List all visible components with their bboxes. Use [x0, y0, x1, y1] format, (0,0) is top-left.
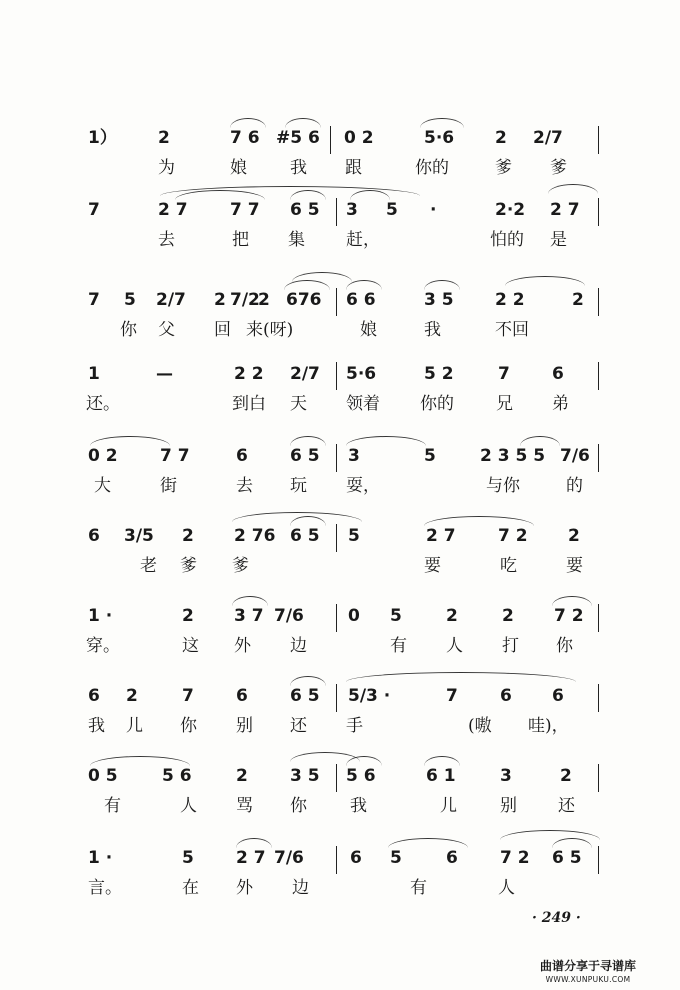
lyric: 赶， [346, 230, 380, 250]
lyric: 我 [290, 158, 307, 178]
lyric: 你的 [420, 394, 454, 414]
bar-line [336, 524, 337, 552]
site-name: 曲谱分享于寻谱库 [540, 959, 637, 973]
note: 2 [214, 290, 226, 310]
note: 1 · [88, 848, 113, 868]
bar-line [598, 198, 599, 226]
lyric: 的 [566, 476, 583, 496]
lyric: 言。 [88, 878, 122, 898]
lyric: 要 [424, 556, 441, 576]
note: 2 7 [236, 848, 266, 868]
bar-line [598, 126, 599, 154]
note: 5 [386, 200, 398, 220]
lyric: 哇)， [528, 716, 569, 736]
note: 7 7 [160, 446, 190, 466]
note: 5 [182, 848, 194, 868]
note: 2 [258, 290, 270, 310]
lyric: 儿 [126, 716, 143, 736]
lyric: 父 [158, 320, 175, 340]
note: 7 [182, 686, 194, 706]
note: 7 [446, 686, 458, 706]
lyric: 兄 [496, 394, 513, 414]
note: 0 2 [344, 128, 374, 148]
lyric: 有 [410, 878, 427, 898]
slur [230, 118, 266, 128]
slur [346, 280, 382, 290]
note: 5 [424, 446, 436, 466]
note: 6 [350, 848, 362, 868]
lyric: 为 [158, 158, 175, 178]
bar-line [336, 846, 337, 874]
bar-line [336, 288, 337, 316]
bar-line [598, 288, 599, 316]
note: 7/6 [274, 848, 304, 868]
note: 676 [286, 290, 322, 310]
lyric: 边 [292, 878, 309, 898]
note: 7/6 [274, 606, 304, 626]
bar-line [336, 604, 337, 632]
lyric: 去 [236, 476, 253, 496]
bar-line [598, 764, 599, 792]
lyric: 跟 [345, 158, 362, 178]
note: 2 [158, 128, 170, 148]
lyric: 爹 [180, 556, 197, 576]
note: 3 [346, 200, 358, 220]
note: 7 2 [498, 526, 528, 546]
lyric: 我 [424, 320, 441, 340]
lyric: 大 [94, 476, 111, 496]
note: 6 [236, 686, 248, 706]
note: 7 [498, 364, 510, 384]
note: 0 5 [88, 766, 118, 786]
lyric: 与你 [486, 476, 520, 496]
note: 6 5 [290, 686, 320, 706]
note: 0 [348, 606, 360, 626]
note: 2 7 [550, 200, 580, 220]
note: 2 [560, 766, 572, 786]
lyric: 娘 [230, 158, 247, 178]
lyric: 这 [182, 636, 199, 656]
note: 6 [236, 446, 248, 466]
note: 2 [572, 290, 584, 310]
lyric: 集 [288, 230, 305, 250]
lyric: (嗷 [468, 716, 492, 736]
note: 2 [502, 606, 514, 626]
slur [285, 118, 321, 128]
lyric: 怕的 [490, 230, 524, 250]
lyric: 还。 [86, 394, 120, 414]
lyric: 你 [290, 796, 307, 816]
note: 3 5 [290, 766, 320, 786]
note: 7 2 [500, 848, 530, 868]
note: 3 [348, 446, 360, 466]
lyric: 来(呀) [246, 320, 294, 340]
note: 2/7 [290, 364, 320, 384]
note: 6 5 [290, 446, 320, 466]
note: 5·6 [424, 128, 455, 148]
lyric: 去 [158, 230, 175, 250]
note: 2 2 [495, 290, 525, 310]
note: 6 [88, 526, 100, 546]
note: 3 5 [424, 290, 454, 310]
note: 2 7 [158, 200, 188, 220]
note: 2 [568, 526, 580, 546]
note: 2 2 [234, 364, 264, 384]
note: 7 [88, 290, 100, 310]
note: 3 7 [234, 606, 264, 626]
note: 3 [500, 766, 512, 786]
bar-line [598, 684, 599, 712]
lyric: 领着 [346, 394, 380, 414]
lyric: 把 [232, 230, 249, 250]
slur [420, 118, 464, 128]
lyric: 爹 [550, 158, 567, 178]
note: 5 [390, 848, 402, 868]
bar-line [336, 444, 337, 472]
lyric: 人 [446, 636, 463, 656]
lyric: 还 [290, 716, 307, 736]
note: 0 2 [88, 446, 118, 466]
lyric: 街 [160, 476, 177, 496]
lyric: 别 [236, 716, 253, 736]
lyric: 耍， [346, 476, 380, 496]
score-system-7 [0, 606, 680, 686]
note: 5 [390, 606, 402, 626]
score-system-2 [0, 200, 680, 280]
bar-line [336, 198, 337, 226]
lyric: 天 [290, 394, 307, 414]
lyric: 玩 [290, 476, 307, 496]
lyric: 边 [290, 636, 307, 656]
note: 6 [446, 848, 458, 868]
note: 5 6 [162, 766, 192, 786]
site-footer [540, 960, 636, 986]
site-url: WWW.XUNPUKU.COM [545, 975, 631, 984]
lyric: 外 [234, 636, 251, 656]
note: #5 6 [276, 128, 320, 148]
lyric: 你 [556, 636, 573, 656]
lyric: 人 [180, 796, 197, 816]
note: 5 [348, 526, 360, 546]
note: 3/5 [124, 526, 154, 546]
note: 6 [552, 686, 564, 706]
lyric: 打 [502, 636, 519, 656]
note: 5·6 [346, 364, 377, 384]
lyric: 你 [180, 716, 197, 736]
slur [424, 280, 460, 290]
lyric: 吃 [500, 556, 517, 576]
lyric: 是 [550, 230, 567, 250]
lyric: 你的 [415, 158, 449, 178]
lyric: 有 [104, 796, 121, 816]
note: 2 [495, 128, 507, 148]
lyric: 爹 [232, 556, 249, 576]
bar-line [330, 126, 331, 154]
note: 6 5 [290, 200, 320, 220]
note: 1 [88, 364, 100, 384]
note: 6 [500, 686, 512, 706]
note: 2 [236, 766, 248, 786]
lyric: 我 [88, 716, 105, 736]
note: 7 2 [554, 606, 584, 626]
lyric: 有 [390, 636, 407, 656]
bar-line [598, 362, 599, 390]
lyric: 不回 [495, 320, 529, 340]
lyric: 别 [500, 796, 517, 816]
lyric: 要 [566, 556, 583, 576]
lyric: 你 [120, 320, 137, 340]
bar-line [336, 684, 337, 712]
note: 7 [88, 200, 100, 220]
note: 7/6 [560, 446, 590, 466]
note: 5 [124, 290, 136, 310]
lyric: 穿。 [86, 636, 120, 656]
note: 6 6 [346, 290, 376, 310]
note: 6 [88, 686, 100, 706]
note: 5 2 [424, 364, 454, 384]
page-number: · 249 · [532, 910, 581, 926]
note: — [156, 364, 173, 384]
lyric: 在 [182, 878, 199, 898]
note: 2/7 [156, 290, 186, 310]
lyric: 到白 [232, 394, 266, 414]
note: 7 7 [230, 200, 260, 220]
note: 2 [126, 686, 138, 706]
lyric: 回 [214, 320, 231, 340]
note: 6 5 [552, 848, 582, 868]
lyric: 弟 [552, 394, 569, 414]
score-system-3 [0, 290, 680, 370]
bar-line [598, 846, 599, 874]
lyric: 外 [236, 878, 253, 898]
note: 6 5 [290, 526, 320, 546]
note: 5/3 · [348, 686, 391, 706]
note: 2 [182, 606, 194, 626]
note: · [430, 200, 437, 220]
lyric: 骂 [236, 796, 253, 816]
score-system-4 [0, 364, 680, 444]
score-system-1 [0, 128, 680, 208]
note: 7/2 [230, 290, 260, 310]
note: 2 7 [426, 526, 456, 546]
bar-line [598, 604, 599, 632]
bar-line [336, 764, 337, 792]
note: 2 [446, 606, 458, 626]
bar-line [598, 444, 599, 472]
lyric: 我 [350, 796, 367, 816]
note: 6 1 [426, 766, 456, 786]
note: 6 [552, 364, 564, 384]
lyric: 爹 [495, 158, 512, 178]
score-system-6 [0, 526, 680, 606]
note: 2/7 [533, 128, 563, 148]
lyric: 儿 [440, 796, 457, 816]
lyric: 还 [558, 796, 575, 816]
note: 5 6 [346, 766, 376, 786]
note: 1 · [88, 606, 113, 626]
lyric: 手 [346, 716, 363, 736]
lyric: 老 [140, 556, 157, 576]
bar-line [336, 362, 337, 390]
note: 2 [182, 526, 194, 546]
note: 1） [88, 128, 117, 148]
lyric: 娘 [360, 320, 377, 340]
note: 2 76 [234, 526, 276, 546]
note: 2·2 [495, 200, 526, 220]
note: 2 3 5 5 [480, 446, 546, 466]
lyric: 人 [498, 878, 515, 898]
note: 7 6 [230, 128, 260, 148]
